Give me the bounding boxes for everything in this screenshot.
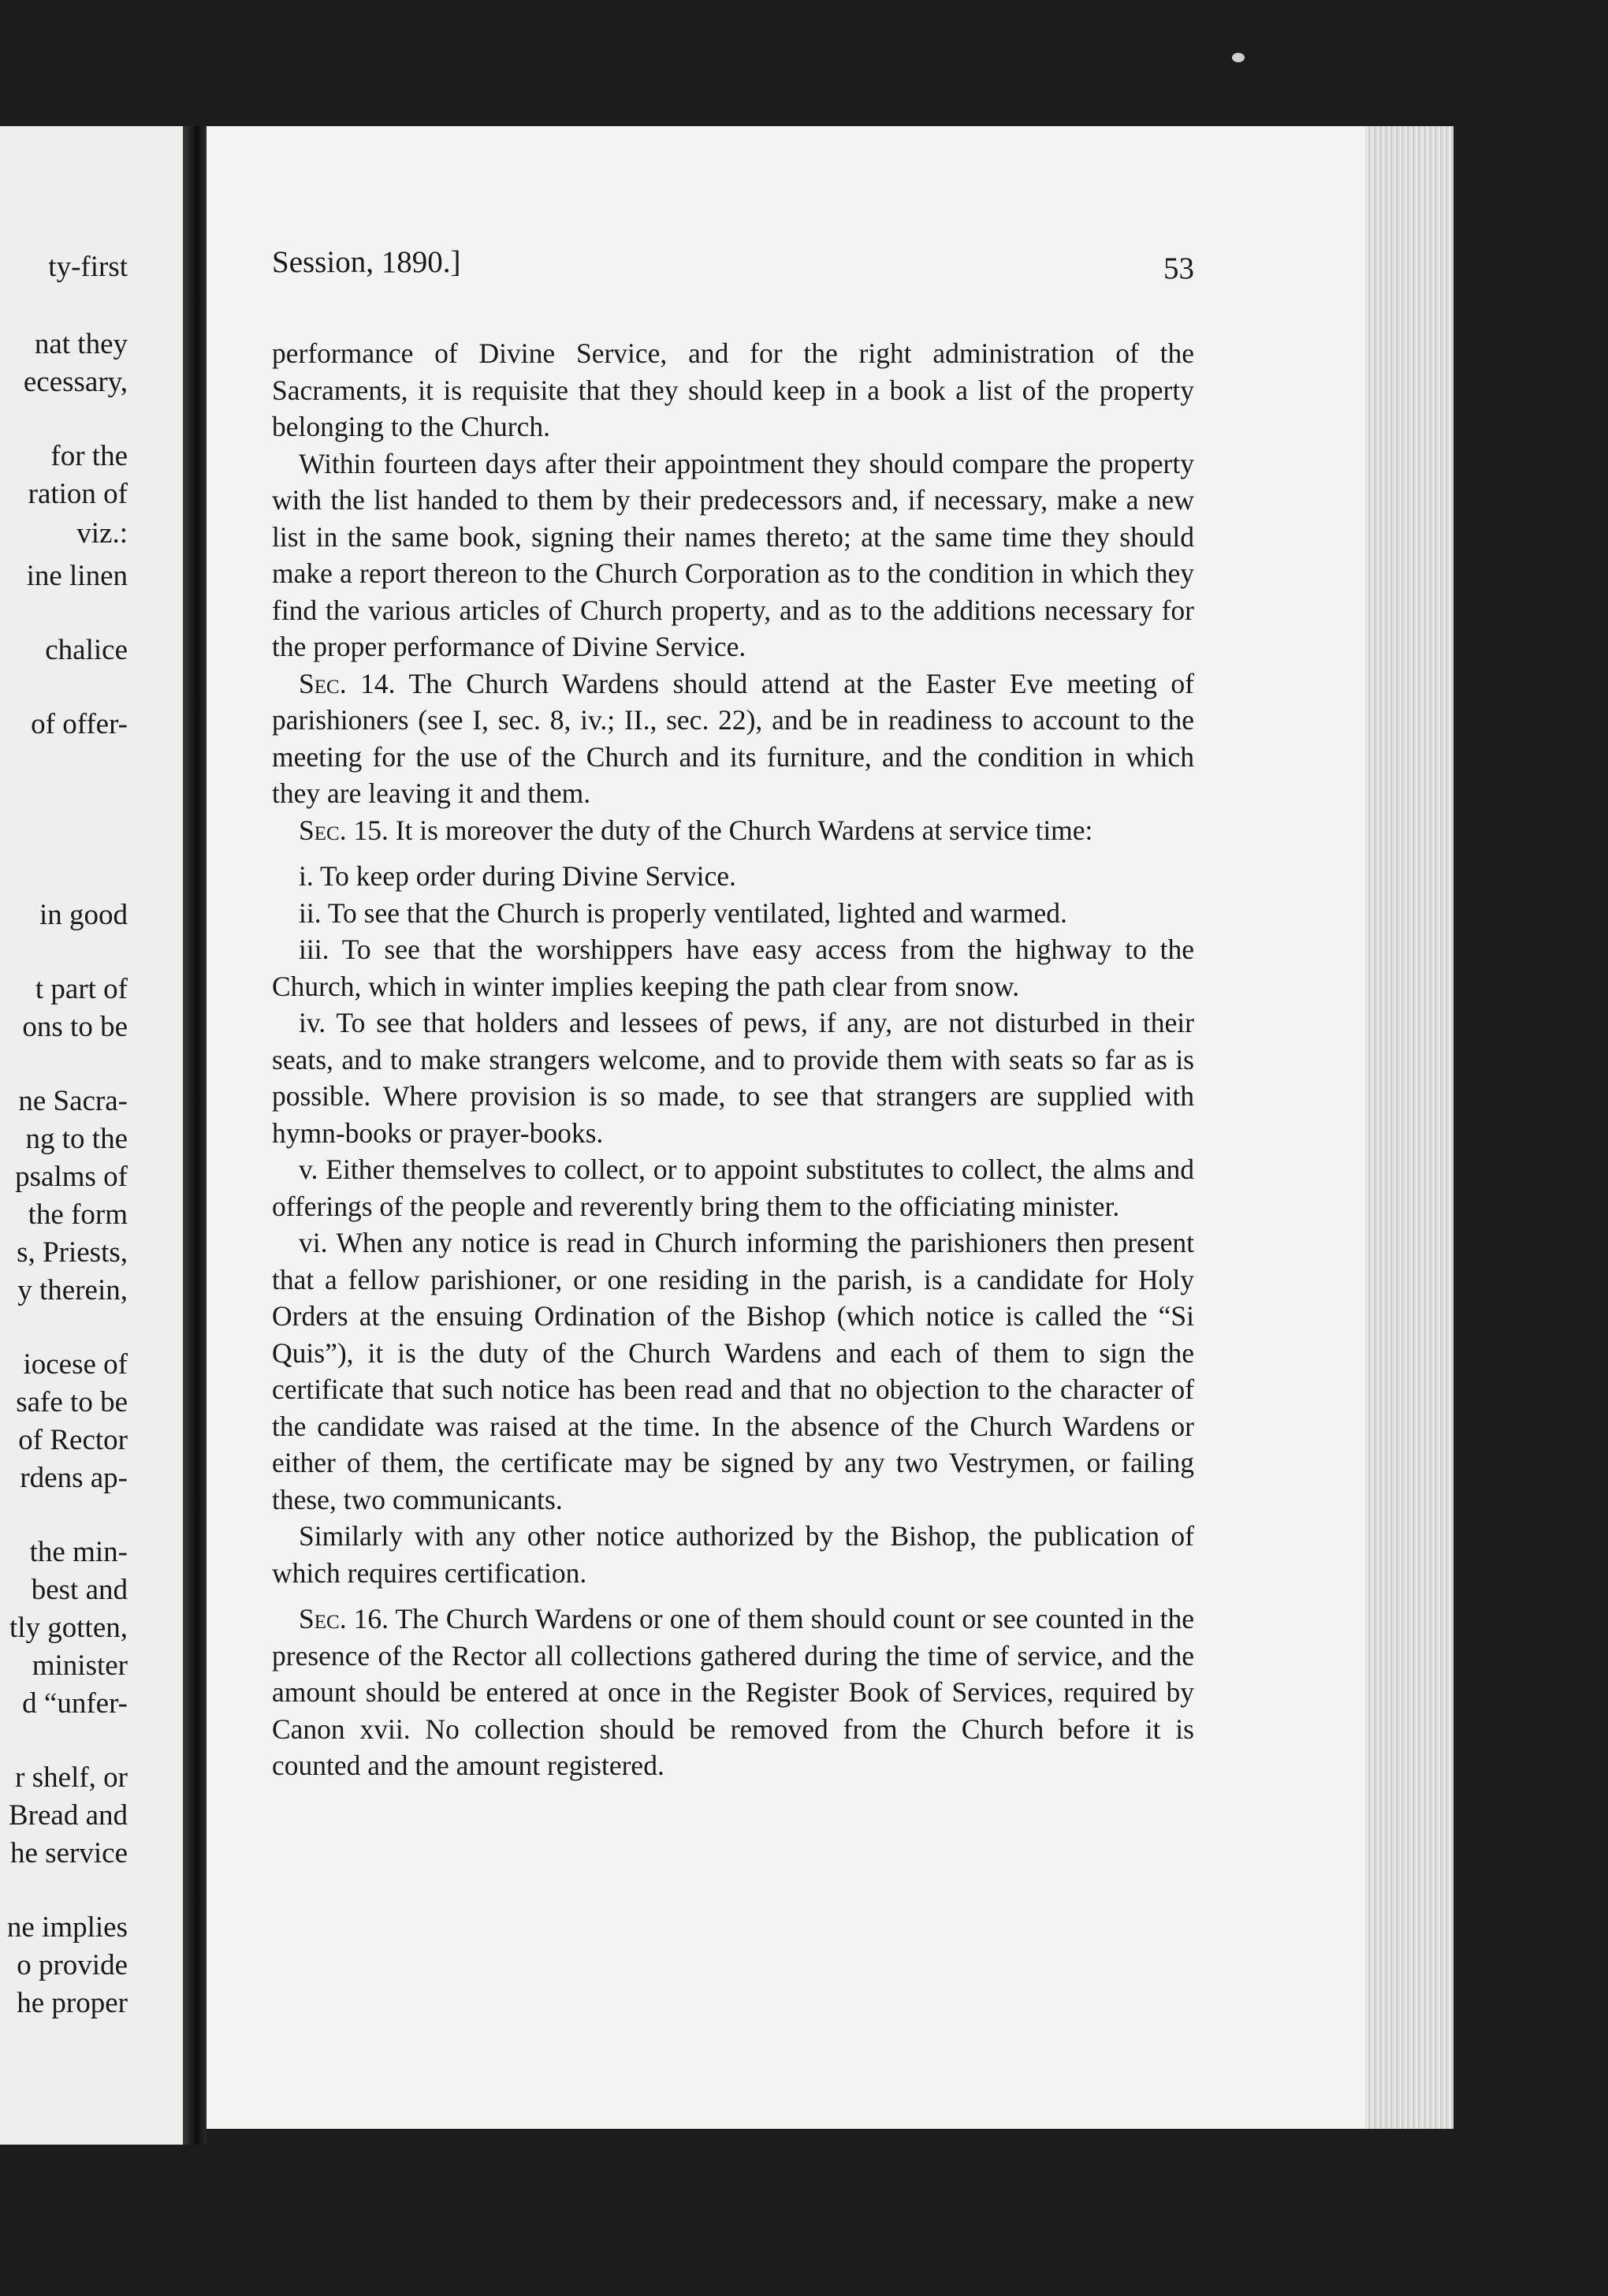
facing-page-line: tly gotten, <box>9 1612 128 1644</box>
facing-page-line: ng to the <box>25 1123 128 1155</box>
section-text: It is moreover the duty of the Church Wardens at service time: <box>395 814 1093 846</box>
facing-page-line: s, Priests, <box>17 1236 128 1269</box>
facing-page-line: ty-first <box>48 251 128 283</box>
section-label: Sec. 15. <box>299 814 389 846</box>
section-text: The Church Wardens should attend at the Easter Eve meeting of parishioners (see I, sec. 8, iv.; II., sec. 22), and be in readiness to account to the meeting for the use of the Church and its furniture, and the condition in which they are leaving it and them. <box>272 667 1194 809</box>
facing-page-line: nat they <box>34 328 128 360</box>
facing-page-line: viz.: <box>76 517 128 550</box>
book-gutter <box>183 126 207 2145</box>
page-number: 53 <box>1163 252 1194 285</box>
section-text: The Church Wardens or one of them should count or see counted in the presence of the Rector all collections gathered during the time of service, and the amount should be entered at once in the Register Book of Services, required by Canon xvii. No collection should be removed from the Church before it is counted and the amount registered. <box>272 1603 1194 1781</box>
running-head: Session, 1890.] <box>272 245 461 279</box>
facing-page-line: he service <box>10 1837 128 1869</box>
facing-page-line: iocese of <box>23 1348 128 1381</box>
scan-speck <box>1232 53 1245 62</box>
facing-page-line: Bread and <box>8 1799 128 1832</box>
paragraph: Within fourteen days after their appointment they should compare the property with the list handed to them by their predecessors and, if necessary, make a new list in the same book, signing their names thereto; at the same time they should make a report thereon to the Church Corporation as to the condition in which they find the various articles of Church property, and as to the additions necessary for the proper performance of Divine Service. <box>272 447 1194 662</box>
page-header <box>272 244 1194 292</box>
paragraph: Similarly with any other notice authorized by the Bishop, the publication of which requires certification. <box>272 1520 1194 1589</box>
facing-page-line: for the <box>50 440 128 472</box>
section-16 <box>272 1601 1194 1784</box>
facing-page-line: minister <box>32 1649 128 1682</box>
page-body <box>272 335 1194 1784</box>
facing-page-line: o provide <box>17 1949 128 1981</box>
facing-page-line: r shelf, or <box>15 1761 128 1794</box>
facing-page-line: d “unfer- <box>22 1687 128 1720</box>
facing-page-line: the form <box>28 1198 128 1231</box>
facing-page-line: ine linen <box>26 560 128 592</box>
facing-page-line: of offer- <box>31 708 128 740</box>
list-item: vi. When any notice is read in Church informing the parishioners then present that a fellow parishioner, or one residing in the parish, is a candidate for Holy Orders at the ensuing Ordination of the Bishop (which notice is called the “Si Quis”), it is the duty of the Church Wardens and each of them to sign the certificate that such notice has been read and that no objection to the character of the candidate was raised at the time. In the absence of the Church Wardens or either of them, the certificate may be signed by any two Vestrymen, or failing these, two communicants. <box>272 1227 1194 1515</box>
list-item: v. Either themselves to collect, or to appoint substitutes to collect, the alms and offerings of the people and reverently bring them to the officiating minister. <box>272 1154 1194 1222</box>
facing-page-line: ons to be <box>22 1011 128 1043</box>
section-15 <box>272 812 1194 849</box>
facing-page-line: ration of <box>28 478 128 510</box>
list-item: i. To keep order during Divine Service. <box>299 860 736 892</box>
facing-page-line: rdens ap- <box>20 1462 128 1494</box>
facing-page-line: of Rector <box>18 1424 128 1456</box>
facing-page-line: he proper <box>17 1987 128 2019</box>
paragraph: performance of Divine Service, and for the right administration of the Sacraments, it is requisite that they should keep in a book a list of the property belonging to the Church. <box>272 337 1194 442</box>
section-14 <box>272 665 1194 812</box>
list-item: ii. To see that the Church is properly ventilated, lighted and warmed. <box>299 896 1067 929</box>
facing-page-line: safe to be <box>16 1386 128 1418</box>
list-item: iii. To see that the worshippers have easy access from the highway to the Church, which in winter implies keeping the path clear from snow. <box>272 934 1194 1002</box>
facing-page-line: in good <box>39 899 128 931</box>
facing-page-line: t part of <box>35 973 128 1005</box>
facing-page-line: ne Sacra- <box>18 1085 128 1117</box>
list-item: iv. To see that holders and lessees of pews, if any, are not disturbed in their seats, and to make strangers welcome, and to provide them with seats so far as is possible. Where provision is so made, to see that strangers are supplied with hymn-books or prayer-books. <box>272 1007 1194 1149</box>
facing-page-line: ne implies <box>6 1911 128 1944</box>
facing-page-line: psalms of <box>15 1161 128 1193</box>
facing-page-line: ecessary, <box>23 366 128 398</box>
facing-page-line: chalice <box>45 634 128 666</box>
section-label: Sec. 14. <box>299 667 396 699</box>
page-edges <box>1365 126 1454 2129</box>
facing-page-line: the min- <box>29 1536 128 1568</box>
facing-page-line: y therein, <box>17 1274 128 1306</box>
facing-page-line: best and <box>31 1574 128 1606</box>
section-label: Sec. 16. <box>299 1603 389 1634</box>
facing-page <box>0 126 183 2145</box>
